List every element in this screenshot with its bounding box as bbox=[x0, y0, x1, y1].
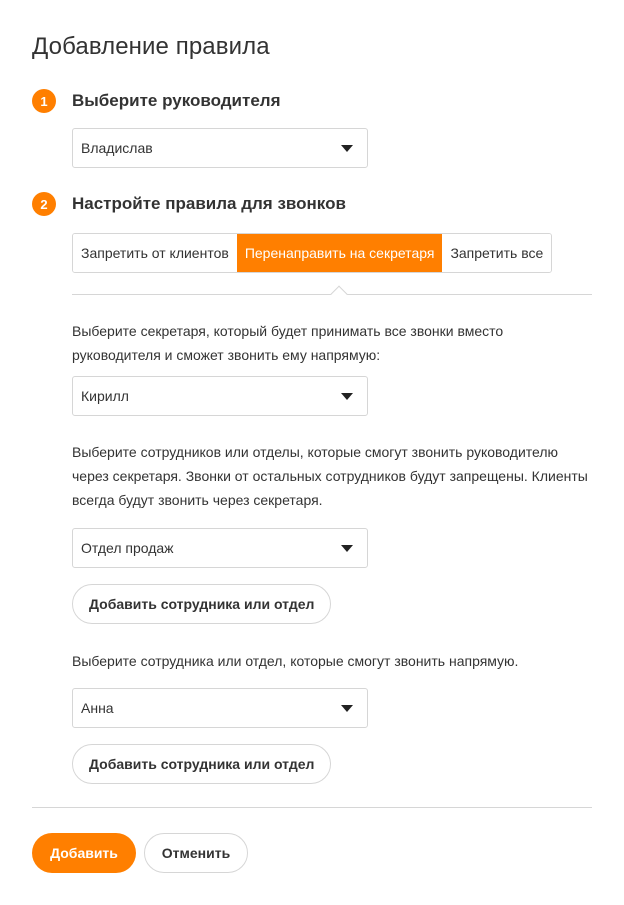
tab-block-clients[interactable]: Запретить от клиентов bbox=[73, 234, 237, 272]
step-1-title: Выберите руководителя bbox=[72, 91, 281, 110]
caret-down-icon bbox=[341, 705, 353, 712]
caret-down-icon bbox=[341, 545, 353, 552]
secretary-select[interactable] bbox=[72, 376, 368, 416]
step-1-header bbox=[32, 89, 281, 113]
direct-description: Выберите сотрудника или отдел, которые смогут звонить напрямую. bbox=[72, 653, 519, 669]
step-2-title: Настройте правила для звонков bbox=[72, 194, 346, 213]
footer-divider bbox=[32, 807, 592, 808]
tab-redirect-secretary[interactable]: Перенаправить на секретаря bbox=[237, 234, 443, 272]
secretary-select-value: Кирилл bbox=[81, 388, 129, 404]
step-1-badge: 1 bbox=[32, 89, 56, 113]
cancel-button[interactable]: Отменить bbox=[144, 833, 248, 873]
tab-block-all[interactable]: Запретить все bbox=[442, 234, 551, 272]
caret-down-icon bbox=[341, 393, 353, 400]
via-secretary-select-value: Отдел продаж bbox=[81, 540, 174, 556]
tab-pointer bbox=[331, 286, 348, 303]
rule-tabs bbox=[72, 233, 552, 273]
page-title: Добавление правила bbox=[32, 33, 270, 60]
manager-select[interactable] bbox=[72, 128, 368, 168]
step-2-header bbox=[32, 192, 346, 216]
via-secretary-select[interactable] bbox=[72, 528, 368, 568]
add-button[interactable]: Добавить bbox=[32, 833, 136, 873]
secretary-description: Выберите секретаря, который будет принимать все звонки вместо руководителя и сможет звонить ему напрямую: bbox=[72, 323, 504, 363]
add-employee-button-via-secretary[interactable]: Добавить сотрудника или отдел bbox=[72, 584, 331, 624]
direct-select-value: Анна bbox=[81, 700, 114, 716]
direct-select[interactable] bbox=[72, 688, 368, 728]
step-2-badge: 2 bbox=[32, 192, 56, 216]
add-employee-button-direct[interactable]: Добавить сотрудника или отдел bbox=[72, 744, 331, 784]
caret-down-icon bbox=[341, 145, 353, 152]
manager-select-value: Владислав bbox=[81, 140, 153, 156]
via-secretary-description: Выберите сотрудников или отделы, которые смогут звонить руководителю через секретаря. Звонки от остальных сотрудников будут запрещены. Клиенты всегда будут звонить через секретаря. bbox=[72, 444, 588, 508]
